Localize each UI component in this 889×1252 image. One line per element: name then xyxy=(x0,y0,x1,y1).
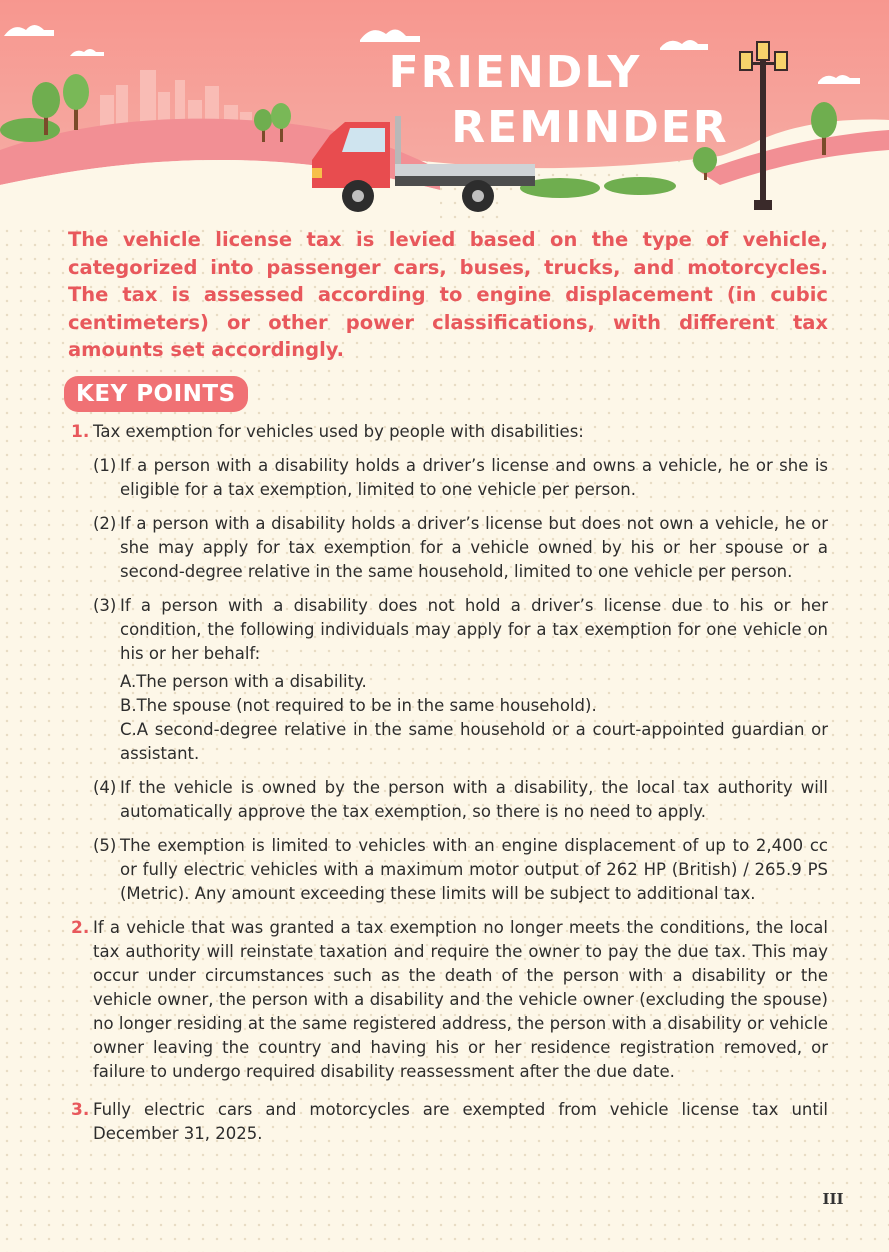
sub-item-4 xyxy=(93,776,828,824)
intro-paragraph: The vehicle license tax is levied based on the type of vehicle, categorized into passenger cars, buses, trucks, and motorcycles. The tax is assessed according to engine displacement (in cubic centimeters) or other power classifications, with different tax amounts set accordingly. xyxy=(68,228,828,361)
sub-text: The exemption is limited to vehicles with an engine displacement of up to 2,400 cc or fully electric vehicles with a maximum motor output of 262 HP (British) / 265.9 PS (Metric). Any amount exceeding these limits will be subject to additional tax. xyxy=(120,836,828,903)
sub-text: If a person with a disability does not hold a driver’s license due to his or her condition, the following individuals may apply for a tax exemption for one vehicle on his or her behalf: xyxy=(120,596,828,663)
point-1 xyxy=(68,420,828,906)
page-number: III xyxy=(822,1190,844,1208)
sub-number: (3) xyxy=(93,596,117,615)
point-number: 1. xyxy=(71,422,90,442)
sub-number: (5) xyxy=(93,836,117,855)
key-points-badge: KEY POINTS xyxy=(64,376,248,412)
point-2 xyxy=(68,916,828,1084)
sub-item-3 xyxy=(93,594,828,766)
point-number: 3. xyxy=(71,1100,90,1120)
sub-text: If a person with a disability holds a driver’s license and owns a vehicle, he or she is eligible for a tax exemption, limited to one vehicle per person. xyxy=(120,456,828,499)
sub-text: If a person with a disability holds a driver’s license but does not own a vehicle, he or she may apply for tax exemption for a vehicle owned by his or her spouse or a second-degree relative in the same household, limited to one vehicle per person. xyxy=(120,514,828,581)
sub-number: (1) xyxy=(93,456,117,475)
option-b: B.The spouse (not required to be in the same household). xyxy=(120,696,597,715)
option-c: C.A second-degree relative in the same household or a court-appointed guardian or assistant. xyxy=(120,720,828,763)
point-text: Tax exemption for vehicles used by people with disabilities: xyxy=(93,422,584,441)
title-line-1: FRIENDLY xyxy=(388,47,642,98)
sub-item-1 xyxy=(93,454,828,502)
sub-number: (2) xyxy=(93,514,117,533)
key-points-list xyxy=(68,420,828,1146)
header-illustration xyxy=(0,0,889,225)
title-line-2: REMINDER xyxy=(451,102,729,153)
sub-item-2 xyxy=(93,512,828,584)
point-3 xyxy=(68,1098,828,1146)
option-a: A.The person with a disability. xyxy=(120,672,367,691)
point-text: Fully electric cars and motorcycles are exempted from vehicle license tax until December 31, 2025. xyxy=(93,1100,828,1143)
sub-number: (4) xyxy=(93,778,117,797)
sub-item-5 xyxy=(93,834,828,906)
point-text: If a vehicle that was granted a tax exemption no longer meets the conditions, the local tax authority will reinstate taxation and require the owner to pay the due tax. This may occur under circumstances such as the death of the person with a disability or the vehicle owner, the person with a disability and the vehicle owner (excluding the spouse) no longer residing at the same registered address, the person with a disability or vehicle owner leaving the country and having his or her residence registration removed, or failure to undergo required disability reassessment after the due date. xyxy=(93,918,828,1081)
point-number: 2. xyxy=(71,918,90,938)
sub-text: If the vehicle is owned by the person with a disability, the local tax authority will automatically approve the tax exemption, so there is no need to apply. xyxy=(120,778,828,821)
